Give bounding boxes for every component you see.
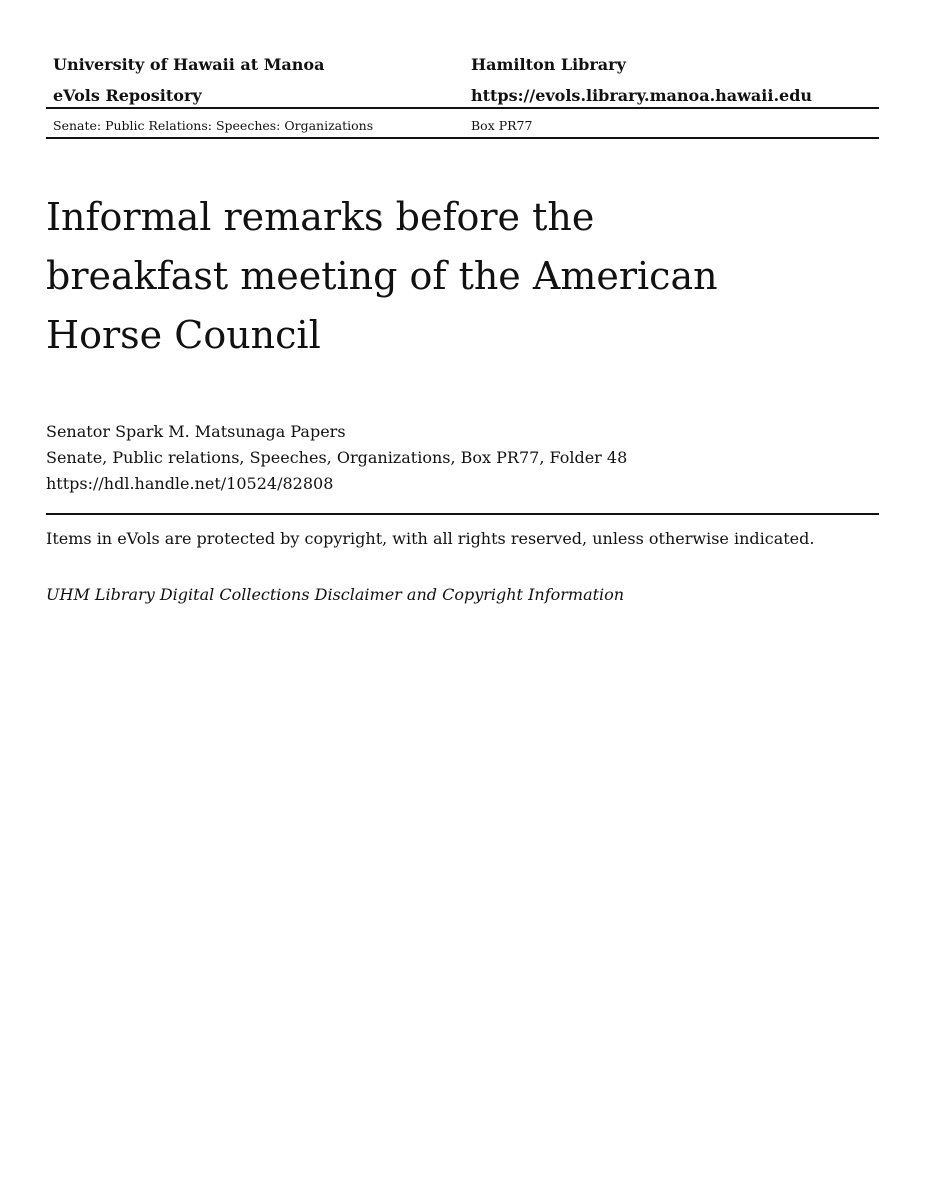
disclaimer-link[interactable]: UHM Library Digital Collections Disclaimer and Copyright Information	[46, 585, 625, 604]
collection-path: Senate: Public Relations: Speeches: Organizations	[53, 118, 374, 133]
header-row-2	[46, 83, 879, 114]
subheader-divider	[46, 137, 879, 139]
box-label: Box PR77	[471, 118, 533, 133]
header-table	[46, 52, 879, 114]
repository-name: eVols Repository	[53, 86, 202, 105]
header-row-1	[46, 52, 879, 83]
collection-name: Senator Spark M. Matsunaga Papers	[46, 422, 346, 441]
document-title: Informal remarks before the breakfast meeting of the American Horse Council	[46, 195, 718, 357]
header-divider	[46, 107, 879, 109]
repository-url: https://evols.library.manoa.hawaii.edu	[471, 86, 813, 105]
institution-name: University of Hawaii at Manoa	[53, 55, 325, 74]
metadata-divider	[46, 513, 879, 515]
handle-link[interactable]: https://hdl.handle.net/10524/82808	[46, 474, 334, 493]
library-name: Hamilton Library	[471, 55, 626, 74]
document-metadata	[46, 419, 627, 497]
copyright-notice: Items in eVols are protected by copyright, with all rights reserved, unless otherwise indicated.	[46, 529, 815, 548]
folder-location: Senate, Public relations, Speeches, Organizations, Box PR77, Folder 48	[46, 448, 628, 467]
